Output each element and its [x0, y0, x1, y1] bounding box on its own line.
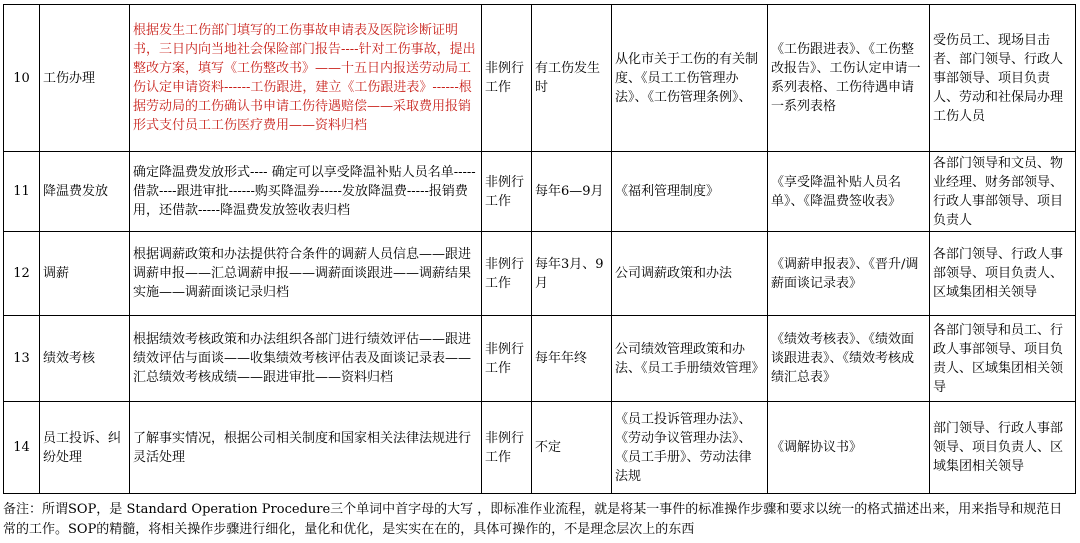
time-frame: 每年3月、9月 [532, 232, 612, 316]
responsible-roles: 部门领导、行政人事部领导、项目负责人、区域集团相关领导 [930, 402, 1076, 494]
process-description: 根据调薪政策和办法提供符合条件的调薪人员信息——跟进调薪申报——汇总调薪申报——调薪面谈跟进——调薪结果实施——调薪面谈记录归档 [130, 232, 482, 316]
work-type: 非例行工作 [482, 152, 532, 232]
policy-basis: 从化市关于工伤的有关制度、《员工工伤管理办法》、《工伤管理条例》、 [612, 5, 768, 152]
table-row [4, 402, 1076, 494]
table-row [4, 316, 1076, 402]
policy-basis: 公司调薪政策和办法 [612, 232, 768, 316]
footnote: 备注：所谓SOP，是 Standard Operation Procedure三个单词中首字母的大写 ，即标准作业流程，就是将某一事件的标准操作步骤和要求以统一的格式描述出来，用来指导和规范日常的工作。SOP的精髓，将相关操作步骤进行细化，量化和优化，是实实在在的，具体可操作的，不是理念层次上的东西 [3, 502, 1063, 537]
related-forms: 《调薪申报表》、《晋升/调薪面谈记录表》 [768, 232, 930, 316]
responsible-roles: 各部门领导和员工、行政人事部领导、项目负责人、区域集团相关领导 [930, 316, 1076, 402]
policy-basis: 公司绩效管理政策和办法、《员工手册绩效管理》 [612, 316, 768, 402]
work-type: 非例行工作 [482, 5, 532, 152]
row-number: 13 [4, 316, 40, 402]
related-forms: 《调解协议书》 [768, 402, 930, 494]
process-description: 根据绩效考核政策和办法组织各部门进行绩效评估——跟进绩效评估与面谈——收集绩效考核评估表及面谈记录表——汇总绩效考核成绩——跟进审批——资料归档 [130, 316, 482, 402]
item-name: 工伤办理 [40, 5, 130, 152]
responsible-roles: 受伤员工、现场目击者、部门领导、行政人事部领导、项目负责人、劳动和社保局办理工伤人员 [930, 5, 1076, 152]
work-type: 非例行工作 [482, 402, 532, 494]
time-frame: 每年年终 [532, 316, 612, 402]
time-frame: 每年6—9月 [532, 152, 612, 232]
sop-table [3, 4, 1076, 494]
row-number: 14 [4, 402, 40, 494]
row-number: 11 [4, 152, 40, 232]
related-forms: 《工伤跟进表》、《工伤整改报告》、工伤认定申请一系列表格、工伤待遇申请一系列表格 [768, 5, 930, 152]
row-number: 10 [4, 5, 40, 152]
related-forms: 《享受降温补贴人员名单》、《降温费签收表》 [768, 152, 930, 232]
item-name: 绩效考核 [40, 316, 130, 402]
responsible-roles: 各部门领导、行政人事部领导、项目负责人、区域集团相关领导 [930, 232, 1076, 316]
time-frame: 有工伤发生时 [532, 5, 612, 152]
table-row [4, 152, 1076, 232]
process-description: 确定降温费发放形式---- 确定可以享受降温补贴人员名单-----借款----跟进审批------购买降温券-----发放降温费-----报销费用，还借款-----降温费发放签收表归档 [130, 152, 482, 232]
table-row [4, 232, 1076, 316]
process-description: 了解事实情况，根据公司相关制度和国家相关法律法规进行灵活处理 [130, 402, 482, 494]
item-name: 调薪 [40, 232, 130, 316]
related-forms: 《绩效考核表》、《绩效面谈跟进表》、《绩效考核成绩汇总表》 [768, 316, 930, 402]
time-frame: 不定 [532, 402, 612, 494]
item-name: 降温费发放 [40, 152, 130, 232]
policy-basis: 《福利管理制度》 [612, 152, 768, 232]
policy-basis: 《员工投诉管理办法》、《劳动争议管理办法》、《员工手册》、劳动法律法规 [612, 402, 768, 494]
table-row [4, 5, 1076, 152]
responsible-roles: 各部门领导和文员、物业经理、财务部领导、行政人事部领导、项目负责人 [930, 152, 1076, 232]
work-type: 非例行工作 [482, 232, 532, 316]
work-type: 非例行工作 [482, 316, 532, 402]
process-description: 根据发生工伤部门填写的工伤事故申请表及医院诊断证明书，三日内向当地社会保险部门报告----针对工伤事故，提出整改方案，填写《工伤整改书》——十五日内报送劳动局工伤认定申请资料------工伤跟进，建立《工伤跟进表》------根据劳动局的工伤确认书申请工伤待遇赔偿——采取费用报销形式支付员工工伤医疗费用——资料归档 [130, 5, 482, 152]
item-name: 员工投诉、纠纷处理 [40, 402, 130, 494]
row-number: 12 [4, 232, 40, 316]
